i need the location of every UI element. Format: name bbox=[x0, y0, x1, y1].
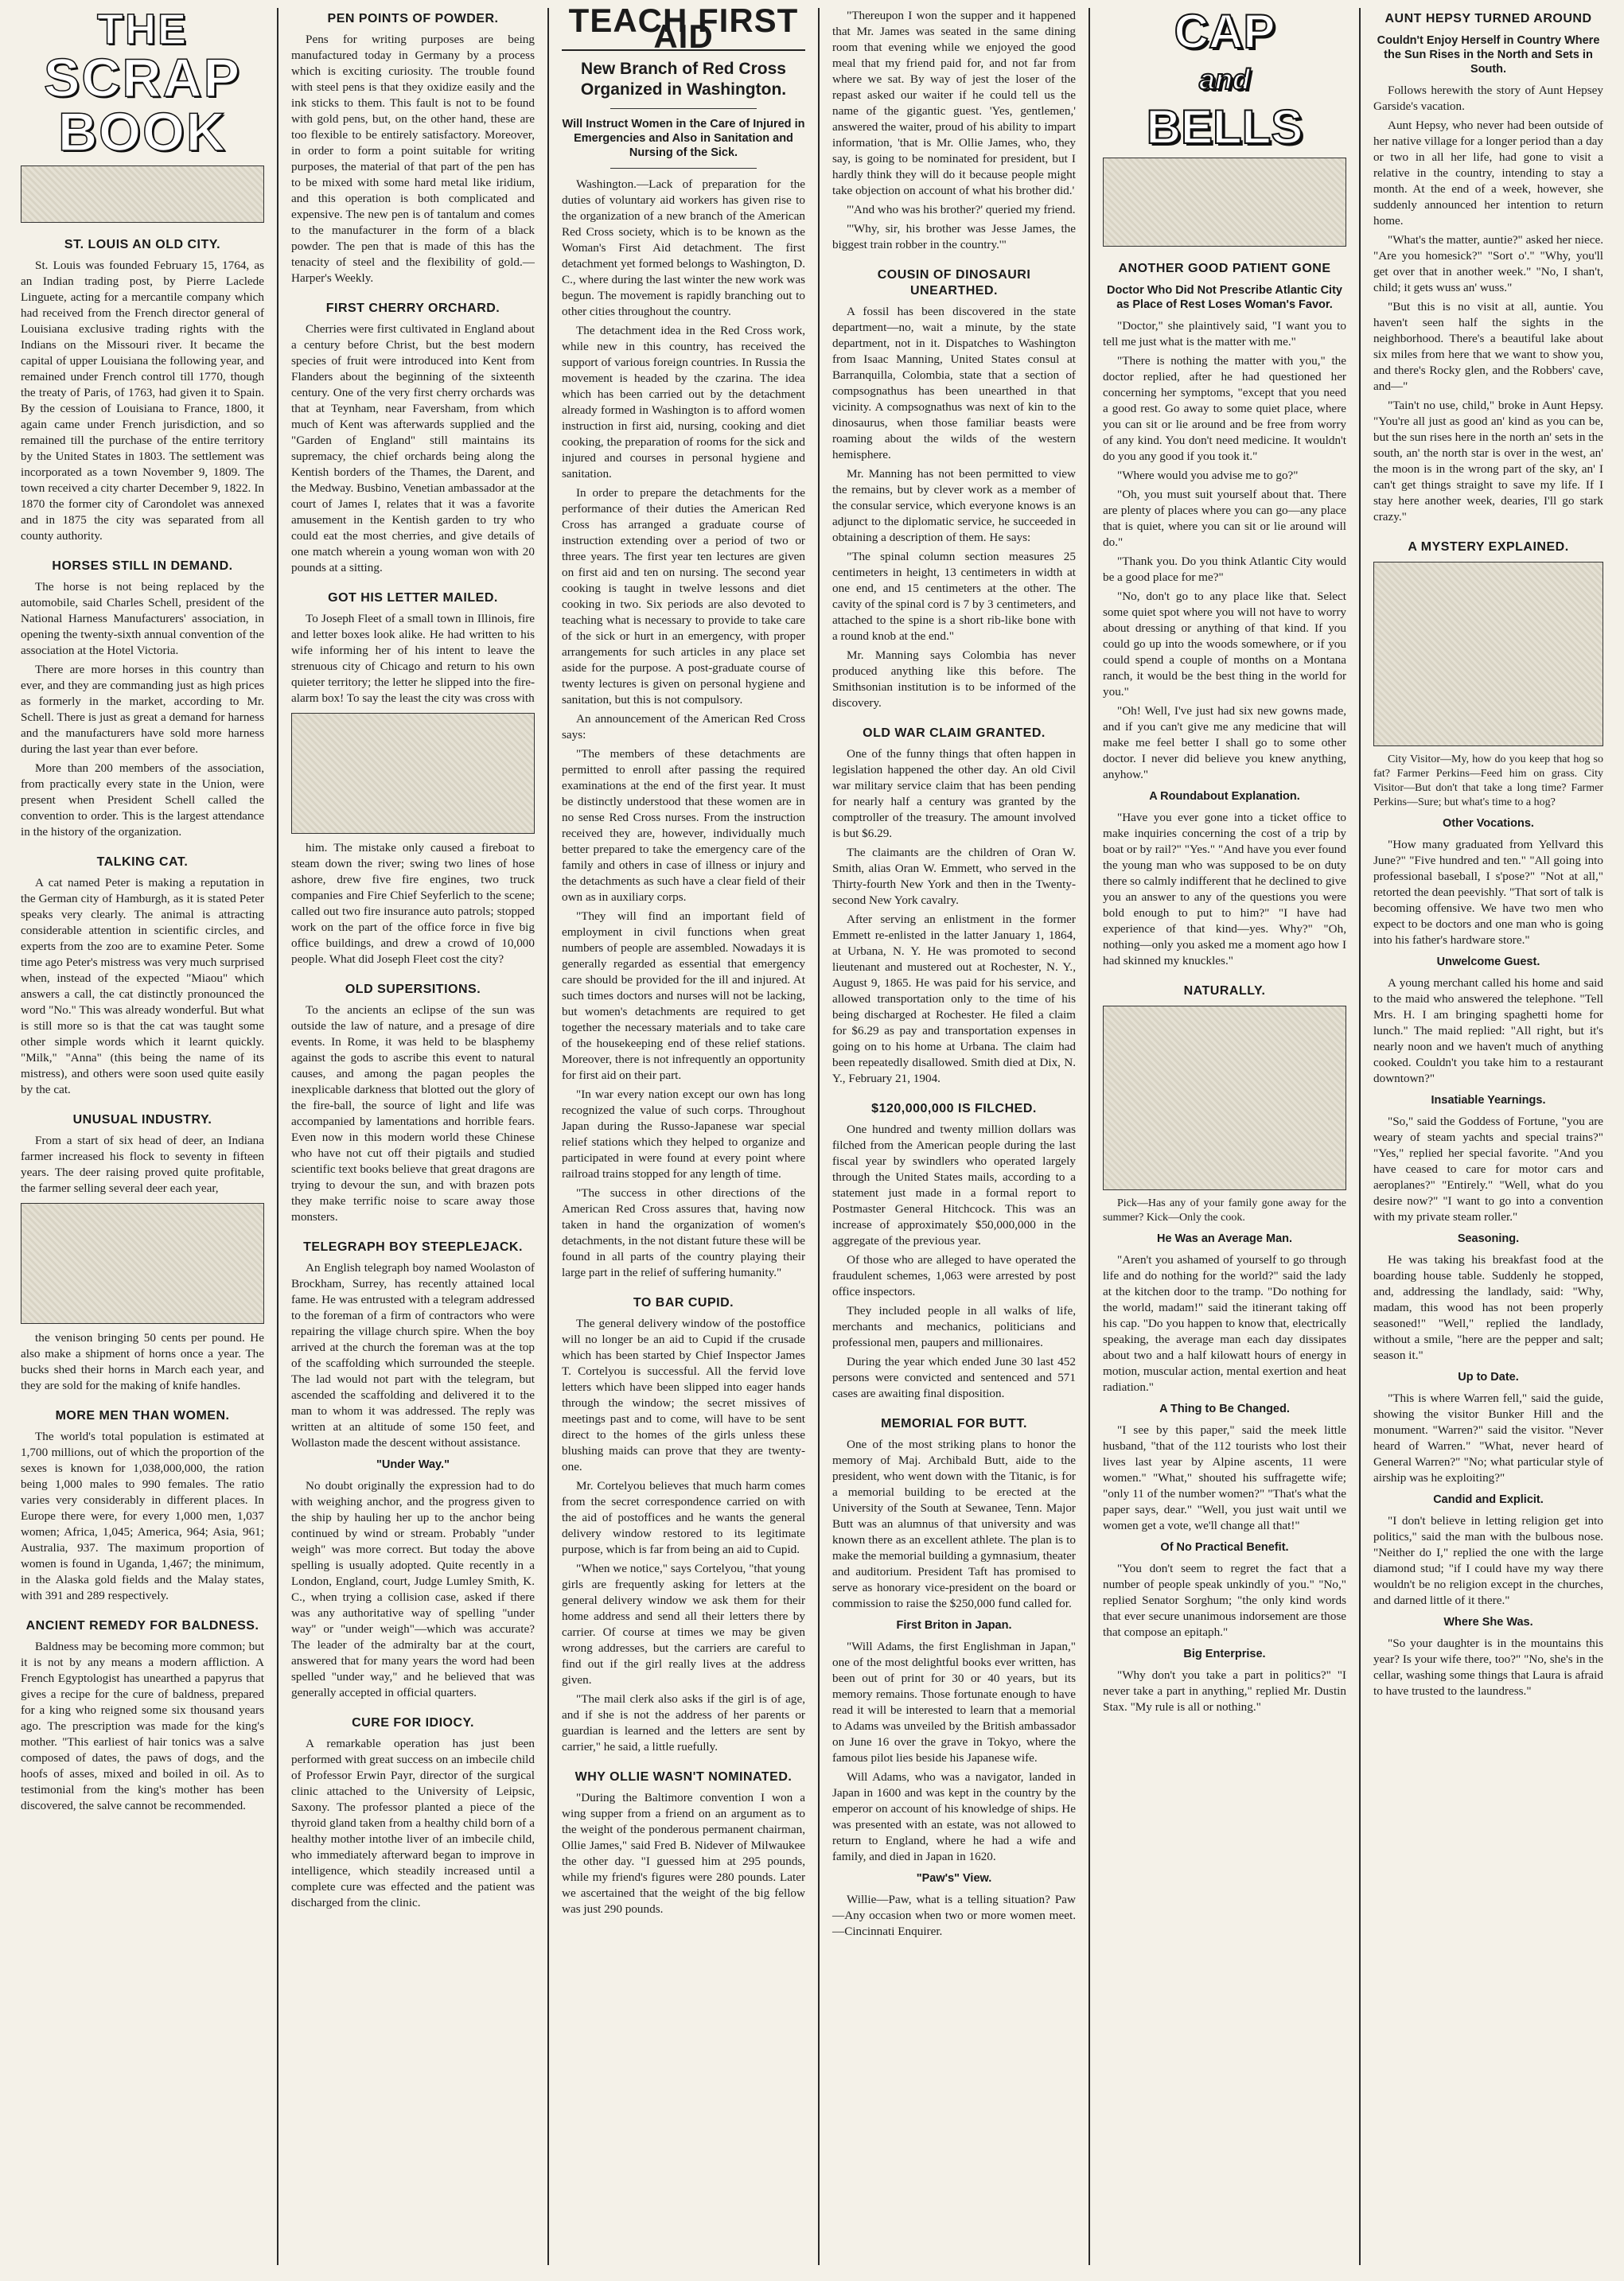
cap-and-bells-masthead bbox=[1103, 8, 1346, 154]
paragraph: One hundred and twenty million dollars was filched from the American people during the last fiscal year by swindlers who operated largely through the United States mails, according to a statement just made in a formal report to Postmaster General Hitchcock. This was an increase of approximately $50,000,000 in the aggregate of the previous year. bbox=[832, 1123, 1076, 1248]
paragraph: "In war every nation except our own has long recognized the value of such corps. Throughout Japan during the Russo-Japanese war special relief stations which they helped to organize and participated in were found at every point where railroad trains stopped for any length of time. bbox=[562, 1088, 805, 1181]
paragraph: "Aren't you ashamed of yourself to go through life and do nothing for the world?" said the lady at the kitchen door to the tramp. "Do nothing for the world, madam!" said the itinerant taking off his cap. "Do you happen to know that, electrically speaking, the average man each day dissipates about two and a half kilowatt hours of energy in motion, muscular action, mental exertion and heat radiation." bbox=[1103, 1253, 1346, 1394]
paragraph: "This is where Warren fell," said the guide, showing the visitor Bunker Hill and the monument. "Warren?" said the visitor. "Never heard of Warren." "What, never heard of General Warren?" "No; what particular style of airship was he exploiting?" bbox=[1373, 1392, 1603, 1485]
article-title: MEMORIAL FOR BUTT. bbox=[881, 1417, 1027, 1430]
paragraph: After serving an enlistment in the former Emmett re-enlisted in the latter January 1, 1864, at Urbana, N. Y. He was promoted to second lieutenant and mustered out at Rochester, N. Y., August 9, 1865. He was paid for his service, and allowed transportation only to the time of his being discharged at Rochester. He filed a claim for $6.29 as pay and transportation expenses in going on to his home at Urbana. The claim had been repeatedly disallowed. Smith died at Dix, N. Y., February 21, 1904. bbox=[832, 913, 1076, 1085]
article-title: TALKING CAT. bbox=[96, 855, 189, 869]
paragraph: No doubt originally the expression had to do with weighing anchor, and the progress given to the ship by hauling her up to the anchor being continued by wind or stream. Probably "under weigh" was more correct. But today the above spelling is usually adopted. Quite recently in a London, England, court, Judge Lumley Smith, K. C., when trying a collision case, asked if there was any authoritative way of spelling "under way" or "under weigh"—which was accurate? The leader of the admiralty bar at the court, answered that for many years the word had been spelled "under way," and he believed that was generally accepted in official quarters. bbox=[291, 1479, 535, 1699]
article-title: Candid and Explicit. bbox=[1433, 1493, 1544, 1506]
paragraph: "Tain't no use, child," broke in Aunt Hepsy. "You're all just as good an' kind as you can be, but the sun rises here in the north an' sets in the south, an' the north star is over in the west, an' the moon is in the wrong part of the sky, an' I can't get things straight to save my life. If I stay here another week, dearies, I'll go stark crazy." bbox=[1373, 399, 1603, 524]
paragraph: "I see by this paper," said the meek little husband, "that of the 112 tourists who lost their lives last year by Alpine ascents, 11 were women." "What," shouted his suffragette wife; "only 11 of the number women?" "That's what the paper says, dear." "Well, you just wait until we women get a vote, we'll change all that!" bbox=[1103, 1423, 1346, 1532]
article-title: WHY OLLIE WASN'T NOMINATED. bbox=[574, 1770, 793, 1784]
article-title: A Roundabout Explanation. bbox=[1149, 790, 1300, 803]
article-title: ANOTHER GOOD PATIENT GONE bbox=[1118, 262, 1331, 275]
article-title: Seasoning. bbox=[1457, 1232, 1520, 1245]
paragraph: Of those who are alleged to have operated the fraudulent schemes, 1,063 were arrested by post office inspectors. bbox=[832, 1253, 1076, 1298]
column-3 bbox=[549, 8, 820, 2265]
article-title: PEN POINTS OF POWDER. bbox=[327, 12, 499, 25]
article-title: OLD SUPERSITIONS. bbox=[345, 983, 481, 996]
paragraph: He was taking his breakfast food at the boarding house table. Suddenly he stopped, and, addressing the landlady, said: "Why, madam, this wood has not been properly seasoned!" "Well," replied the landlady, without a smile, "here are the pepper and salt; season it." bbox=[1373, 1253, 1603, 1362]
masthead-scrap: SCRAP bbox=[43, 48, 242, 108]
paragraph: "Doctor," she plaintively said, "I want you to tell me just what is the matter with me." bbox=[1103, 319, 1346, 348]
article-title: OLD WAR CLAIM GRANTED. bbox=[863, 726, 1046, 740]
paragraph: Baldness may be becoming more common; but it is not by any means a modern affliction. A French Egyptologist has unearthed a papyrus that gives a recipe for the cure of baldness, prepared for a king who reigned some six thousand years ago. The prescription was made for the king's mother. "This earliest of hair tonics was a salve composed of dates, the paws of dogs, and the hoofs of asses, mixed and boiled in oil. As to testimonial from the king's mother has been discovered, the salve cannot be recommended. bbox=[21, 1640, 264, 1812]
paragraph: "So your daughter is in the mountains this year? Is your wife there, too?" "No, she's in the cellar, washing some things that Laura is afraid to have trusted to the laundress." bbox=[1373, 1637, 1603, 1698]
cartoon-caption: Pick—Has any of your family gone away for the summer? Kick—Only the cook. bbox=[1103, 1197, 1346, 1224]
article-title: Insatiable Yearnings. bbox=[1431, 1094, 1546, 1107]
paragraph: "The members of these detachments are permitted to enroll after passing the required examinations at the end of the first year. It must be distinctly understood that these women are in no sense Red Cross nurses. From the instruction received they are, however, individually much better prepared to take the emergency care of the family and others in case of illness or injury and the detachments as such have a clear field of their own as in auxiliary corps. bbox=[562, 747, 805, 904]
article-title: Up to Date. bbox=[1458, 1371, 1519, 1384]
paragraph: During the year which ended June 30 last 452 persons were convicted and sentenced and 571 cases are awaiting final disposition. bbox=[832, 1355, 1076, 1400]
paragraph: "The mail clerk also asks if the girl is of age, and if she is not the address of her parents or guardian is learned and the letters are sent by carrier," he said, a little ruefully. bbox=[562, 1692, 805, 1754]
paragraph: An announcement of the American Red Cross says: bbox=[562, 712, 805, 742]
article-title: NATURALLY. bbox=[1183, 984, 1266, 998]
article-title: First Briton in Japan. bbox=[896, 1619, 1012, 1632]
paragraph: More than 200 members of the association, from practically every state in the Union, were present when President Schell called the convention to order. This is the largest attendance in the history of the organization. bbox=[21, 761, 264, 839]
paragraph: "When we notice," says Cortelyou, "that young girls are frequently asking for letters at the general delivery window we ask them for their home address and send all their letters there by carrier. Of course at times we may be given wrong addresses, but the carriers are careful to find out if the girl really lives at the address given. bbox=[562, 1562, 805, 1687]
column-6 bbox=[1361, 8, 1616, 2265]
paragraph: him. The mistake only caused a fireboat to steam down the river; swing two lines of hose ashore, drew five fire engines, two truck companies and Fire Chief Seyferlich to the scene; called out two fire insurance auto patrols; stopped work on the part of the office force in five big office buildings, and drew a crowd of 10,000 people. What did Joseph Fleet cost the city? bbox=[291, 841, 535, 966]
paragraph: "How many graduated from Yellvard this June?" "Five hundred and ten." "All going into professional baseball, I s'pose?" "Not at all," retorted the dean peevishly. "That sort of talk is becoming offensive. We have two men who expect to be doctors and one man who is going into his father's hardware store." bbox=[1373, 838, 1603, 947]
paragraph: Will Adams, who was a navigator, landed in Japan in 1600 and was kept in the country by the emperor on account of his knowledge of ships. He was presented with an estate, was not allowed to return to England, where he had a wife and family, and died in Japan in 1620. bbox=[832, 1770, 1076, 1863]
cartoon-illustration bbox=[1103, 1006, 1346, 1190]
paragraph: A fossil has been discovered in the state department—no, wait a minute, by the state department, not in it. Dispatches to Washington from Isaac Manning, United States consul at Barranquilla, Colombia, state that a section of compsognathus has been unearthed in that vicinity. A compsognathus was next of kin to the dinosaurus, when those familiar beasts were roaming about the wilds of the western hemisphere. bbox=[832, 305, 1076, 461]
article-title: TELEGRAPH BOY STEEPLEJACK. bbox=[303, 1240, 523, 1254]
paragraph: The world's total population is estimated at 1,700 millions, out of which the proportion of the sexes is known for 1,038,000,000, the ration being 1,000 males to 990 females. The ratio varies very considerably in different places. In Europe there were, for every 1,000 men, 1,037 women; Africa, 1,045; America, 964; Asia, 961; Australia, 937. The maximum proportion of women is found in Uganda, 1,467; the minimum, in the Alaska gold fields and the Malay states, with 391 and 289 respectively. bbox=[21, 1430, 264, 1602]
paragraph: "'Why, sir, his brother was Jesse James, the biggest train robber in the country.'" bbox=[832, 222, 1076, 251]
paragraph: They included people in all walks of life, merchants and mechanics, politicians and professional men, paupers and millionaires. bbox=[832, 1304, 1076, 1349]
paragraph: "The spinal column section measures 25 centimeters in height, 13 centimeters in width at one end, and 15 centimeters at the other. The cavity of the spinal cord is 7 by 3 centimeters, and attached to the spine is a short rib-like bone with a round knob at the end." bbox=[832, 550, 1076, 643]
paragraph: Washington.—Lack of preparation for the duties of voluntary aid workers has given rise to the organization of a new branch of the American Red Cross society, which is to be known as the Woman's First Aid detachment. The first detachment yet formed belongs to Washington, D. C., where during the last winter the new work was begun. The movement is rapidly branching out to other cities throughout the country. bbox=[562, 177, 805, 318]
paragraph: "No, don't go to any place like that. Select some quiet spot where you will not have to worry about dressing or anything of that kind. If you could go up into the woods somewhere, or if you could spend a couple of months on a Montana ranch, it would be the best thing in the world for you." bbox=[1103, 590, 1346, 699]
paragraph: The detachment idea in the Red Cross work, while new in this country, has received the support of various foreign countries. In Russia the movement is headed by the czarina. The idea which has been carried out by the detachment already formed in Washington is to afford women instruction in first aid, nursing, cooking and diet cooking, the preparation of rooms for the sick and injured and courses in personal hygiene and sanitation. bbox=[562, 324, 805, 481]
column-5 bbox=[1090, 8, 1361, 2265]
paragraph: In order to prepare the detachments for the performance of their duties the American Red Cross has arranged a graduate course of instruction extending over a period of two or three years. The first year ten lectures are given on first aid and ten on nursing. The second year cooking is taught in twelve lessons and diet cooking in two. Six periods are also devoted to teaching what is necessary to provide to take care of the sick or hurt in an emergency, with proper arrangements for such articles in any place set aside for the purpose. A post-graduate course of twenty lectures is given on personal hygiene and sanitation, but this is not compulsory. bbox=[562, 486, 805, 706]
paragraph: To Joseph Fleet of a small town in Illinois, fire and letter boxes look alike. He had written to his wife informing her of his intent to leave the strenuous city of Chicago and return to his own quieter territory; the letter he slipped into the fire-alarm box! To say the least the city was cross with bbox=[291, 612, 535, 705]
paragraph: Aunt Hepsy, who never had been outside of her native village for a longer period than a day or two in all her life, had gone to visit a relative in the country, intending to stay a month. At the end of a week, however, she suddenly announced her intention to return home. bbox=[1373, 119, 1603, 228]
masthead-bells: BELLS bbox=[1146, 100, 1303, 154]
paragraph: Mr. Manning says Colombia has never produced anything like this before. The Smithsonian institution is to be informed of the discovery. bbox=[832, 648, 1076, 710]
article-title: Where She Was. bbox=[1443, 1616, 1533, 1629]
jester-illustration bbox=[1103, 158, 1346, 247]
paragraph: Willie—Paw, what is a telling situation? Paw—Any occasion when two or more women meet.—Cincinnati Enquirer. bbox=[832, 1893, 1076, 1938]
paragraph: One of the most striking plans to honor the memory of Maj. Archibald Butt, aide to the president, who went down with the Titanic, is for a memorial building to be erected at the University of the South at Sewanee, Tenn. Major Butt was an alumnus of that university and was known there as an excellent athlete. The plan is to make the memorial building a gymnasium, theater and auditorium. President Taft has promised to serve as honorary vice-president on the board or commission to raise the $250,000 fund called for. bbox=[832, 1438, 1076, 1610]
article-title: TO BAR CUPID. bbox=[633, 1296, 734, 1310]
paragraph: "So," said the Goddess of Fortune, "you are weary of steam yachts and special trains?" "Yes," replied her special favorite. "And you have ceased to care for motor cars and aeroplanes?" "Entirely." "Well, what do you desire now?" "I want to go into a convention with my private steam roller." bbox=[1373, 1115, 1603, 1224]
article-title: ANCIENT REMEDY FOR BALDNESS. bbox=[25, 1619, 259, 1633]
article-title: FIRST CHERRY ORCHARD. bbox=[325, 302, 500, 315]
masthead-and: and bbox=[1198, 63, 1250, 95]
hog-cartoon-illustration bbox=[1373, 562, 1603, 746]
paragraph: The horse is not being replaced by the automobile, said Charles Schell, president of the National Harness Manufacturers' association, in opening the twenty-sixth annual convention of the association at the Hotel Victoria. bbox=[21, 580, 264, 657]
paragraph: To the ancients an eclipse of the sun was outside the law of nature, and a presage of dire events. In Rome, it was held to be blasphemy against the gods to ascribe this event to natural causes, and among the pagan peoples the inexplicable darkness that blotted out the glory of the fire-ball, the source of light and life was accompanied by lamentations and horrible fears. Even now in this modern world these Chinese who have not cut off their pigtails and studied scientific text books believe that great dragons are trying to devour the sun, and with brazen pots they make terrific noise to scare away those monsters. bbox=[291, 1003, 535, 1224]
divider bbox=[610, 108, 757, 109]
article-title: CURE FOR IDIOCY. bbox=[352, 1716, 474, 1730]
article-title: He Was an Average Man. bbox=[1156, 1232, 1293, 1245]
deer-illustration bbox=[21, 1203, 264, 1324]
paragraph: "'And who was his brother?' queried my friend. bbox=[847, 203, 1076, 216]
article-title: Big Enterprise. bbox=[1183, 1648, 1266, 1660]
article-title: MORE MEN THAN WOMEN. bbox=[55, 1409, 230, 1423]
paragraph: "The success in other directions of the American Red Cross assures that, having now taken in hand the organization of women's detachments, in the not distant future these will be found in all parts of the country playing their large part in the relief of suffering humanity." bbox=[562, 1186, 805, 1279]
paragraph: One of the funny things that often happen in legislation happened the other day. An old Civil war military service claim that has been pending for nearly half a century was granted by the comptroller of the treasury. The amount involved is but $6.29. bbox=[832, 747, 1076, 840]
article-title: ST. LOUIS AN OLD CITY. bbox=[64, 238, 221, 251]
paragraph: "Where would you advise me to go?" bbox=[1117, 469, 1299, 482]
article-title: "Paw's" View. bbox=[916, 1872, 992, 1885]
paragraph: "Why don't you take a part in politics?" "I never take a part in anything," replied Mr. Dustin Stax. "My rule is all or nothing." bbox=[1103, 1668, 1346, 1714]
open-book-illustration bbox=[21, 165, 264, 223]
article-title: Other Vocations. bbox=[1443, 817, 1534, 830]
paragraph: "There is nothing the matter with you," the doctor replied, after he had questioned her concerning her symptoms, "except that you need a good rest. Go away to some quiet place, where you can sit or lie around and be free from worry of any kind. You don't need medicine. It wouldn't do you any good if you took it." bbox=[1103, 354, 1346, 463]
article-title: Unwelcome Guest. bbox=[1436, 956, 1540, 968]
paragraph: A young merchant called his home and said to the maid who answered the telephone. "Tell Mrs. H. I am bringing spaghetti home for lunch." The maid replied: "All right, but it's nearly noon and we haven't much of anything cooked. Couldn't you take him to a restaurant downtown?" bbox=[1373, 976, 1603, 1085]
masthead-book: BOOK bbox=[58, 102, 227, 162]
paragraph: From a start of six head of deer, an Indiana farmer increased his flock to seventy in fifteen years. The deer raising proved quite profitable, the farmer selling several deer each year, bbox=[21, 1134, 264, 1195]
paragraph: A cat named Peter is making a reputation in the German city of Hamburgh, as it is stated Peter speaks very clearly. The animal is attracting considerable attention in scientific circles, and experts from the zoo are to examine Peter. Some time ago Peter's mistress was very much surprised when, instead of the expected "Miaou" which answers a call, the cat distinctly pronounced the word "No." This was already wonderful. But what is still more so is that the cat was taught some other simple words which it learnt quickly. "Milk," "Anna" (this being the name of its mistress), and others were soon used quite easily by the cat. bbox=[21, 876, 264, 1096]
paragraph: Mr. Cortelyou believes that much harm comes from the secret correspondence carried on with the aid of postoffices and he wants the general delivery window restored to its legitimate purpose, which is far from being an aid to Cupid. bbox=[562, 1479, 805, 1556]
paragraph: "They will find an important field of employment in civil functions when great numbers of people are assembled. Nowadays it is generally regarded as essential that emergency care should be provided for the ill and injured. At such times doctors and nurses will not be lacking, but women's detachments are required to get together the necessary materials and to take care of the housekeeping end of these relief stations. Moreover, there is not infrequently an opportunity for first aid on their part. bbox=[562, 909, 805, 1082]
paragraph: An English telegraph boy named Woolaston of Brockham, Surrey, has recently attained local fame. He was entrusted with a telegram addressed to the foreman of a firm of contractors who were repairing the village church spire. When the boy arrived at the church the foreman was at the top of the scaffolding which surrounded the steeple. The lad would not part with the telegram, but ascended the scaffolding and delivered it to the man to whom it was addressed. The reply was written at an altitude of some 150 feet, and Wollaston made the descent without assistance. bbox=[291, 1261, 535, 1450]
divider bbox=[610, 168, 757, 169]
paragraph: Mr. Manning has not been permitted to view the remains, but by clever work as a member of the consular service, which everyone knows is an adjunct to the diplomatic service, he succeeded in obtaining a description of them. He says: bbox=[832, 467, 1076, 544]
deck: Couldn't Enjoy Herself in Country Where the Sun Rises in the North and Sets in South. bbox=[1377, 34, 1600, 76]
scrap-book-masthead bbox=[21, 8, 264, 162]
paragraph: Cherries were first cultivated in England about a century before Christ, but the best modern species of fruit were introduced into Kent from Flanders about the beginning of the sixteenth century. One of the very first cherry orchards was that at Teynham, near Faversham, from which much of Kent was afterwards supplied and the "Garden of England" still maintains its supremacy, the chief orchards being along the Kentish borders of the Thames, the Darent, and the Medway. Busbino, Venetian ambassador at the court of James I, relates that it was a favorite amusement in the Kentish garden to try who could eat the most cherries, and give details of one match wherein a young woman won with 20 pounds at a sitting. bbox=[291, 322, 535, 574]
paragraph: "Will Adams, the first Englishman in Japan," one of the most delightful books ever written, has been out of print for 30 or 40 years, but its memory remains. Those fortunate enough to have read it will be interested to learn that a memorial to Adams was unveiled by the British ambassador on June 16 over the grave in Tokyo, where the famous pilot lies beside his Japanese wife. bbox=[832, 1640, 1076, 1765]
paragraph: There are more horses in this country than ever, and they are commanding just as high prices as formerly in the market, according to Mr. Schell. There is just as great a demand for harness and the manufacturers have sold more harness during the last year than ever before. bbox=[21, 663, 264, 756]
article-title: $120,000,000 IS FILCHED. bbox=[871, 1102, 1037, 1115]
paragraph: A remarkable operation has just been performed with great success on an imbecile child of Professor Erwin Payr, director of the surgical clinic attached to the University of Leipsic, Saxony. The professor planted a piece of the thyroid gland taken from a healthy child born of a healthy mother intothe liver of an imbecile child, who immediately afterward began to improve in intelligence, which steadily increased until a complete cure was effected and the patient was discharged from the clinic. bbox=[291, 1737, 535, 1909]
paragraph: "Have you ever gone into a ticket office to make inquiries concerning the cost of a trip by boat or by rail?" "Yes." "And have you ever found the young man who was supposed to be on duty there so calmly indifferent that he declined to give you an answer to any of the questions you were bold enough to put to him?" "I have had experience of that kind—yes. Why?" "Oh, nothing—only you asked me a moment ago how I had skinned my knuckles." bbox=[1103, 811, 1346, 967]
paragraph: The claimants are the children of Oran W. Smith, alias Oran W. Emmett, who served in the Thirty-fourth New York and then in the Twenty-second New York cavalry. bbox=[832, 846, 1076, 907]
article-title: GOT HIS LETTER MAILED. bbox=[328, 591, 498, 605]
article-title: "Under Way." bbox=[376, 1458, 450, 1471]
paragraph: St. Louis was founded February 15, 1764, as an Indian trading post, by Pierre Laclede Linguete, acting for a mercantile company which had received from the French director general of Louisiana exclusive trading rights with the Indians on the Missouri river. It became the capital of upper Louisiana the following year, and remained under French control till 1770, though the treaty of Paris, of 1763, had given it to Spain. By the cession of Louisiana to France, 1800, it again came under French jurisdiction, and so remained till the purchase of the entire territory by the United States in 1803. The settlement was incorporated as a town November 9, 1809. The town received a city charter December 9, 1822. In 1870 the former city of Carondolet was annexed and in 1875 the city was separated from all county authority. bbox=[21, 259, 264, 543]
article-title: UNUSUAL INDUSTRY. bbox=[72, 1113, 212, 1127]
paragraph: "During the Baltimore convention I won a wing supper from a friend on an argument as to the weight of the ponderous permanent chairman, Ollie James," said Fred B. Nidever of Milwaukee the other day. "I guessed him at 295 pounds, while my friend's figures were 280 pounds. Later we ascertained that the weight of the big fellow was just 290 pounds. bbox=[562, 1791, 805, 1916]
article-title: HORSES STILL IN DEMAND. bbox=[52, 559, 233, 573]
headline: TEACH FIRST AID bbox=[562, 13, 805, 51]
paragraph: "You don't seem to regret the fact that a number of people speak unkindly of you." "No," replied Senator Sorghum; "the only kind words that ever secure unanimous indorsement are those that compose an epitaph." bbox=[1103, 1562, 1346, 1639]
column-2 bbox=[278, 8, 549, 2265]
paragraph: Pens for writing purposes are being manufactured today in Germany by a process which is exciting curiosity. The trouble found with steel pens is that they oxidize easily and the ink sticks to them. This fault is not to be found with gold pens, but, on the other hand, these are too flexible to be entirely satisfactory. Moreover, in order to form a point suitable for writing purposes, the material of that part of the pen has to be mixed with some hard metal like iridium, and this operation is both complicated and expensive. The new pen is of tantalum and comes to the manufacturer in the form of a black powder. The pen that is made of this has the tenacity of steel and the flexibility of gold.—Harper's Weekly. bbox=[291, 33, 535, 285]
paragraph: Follows herewith the story of Aunt Hepsey Garside's vacation. bbox=[1373, 84, 1603, 113]
masthead-cap: CAP bbox=[1174, 8, 1275, 58]
article-title: A MYSTERY EXPLAINED. bbox=[1408, 540, 1569, 554]
fire-alarm-illustration bbox=[291, 713, 535, 834]
deck: Will Instruct Women in the Care of Injured in Emergencies and Also in Sanitation and Nursing of the Sick. bbox=[562, 118, 805, 159]
newspaper-page bbox=[8, 8, 1616, 2265]
column-4 bbox=[820, 8, 1090, 2265]
article-title: A Thing to Be Changed. bbox=[1159, 1403, 1290, 1415]
article-title: COUSIN OF DINOSAURI UNEARTHED. bbox=[877, 268, 1031, 298]
paragraph: "But this is no visit at all, auntie. You haven't seen half the sights in the neighborhood. There's a beautiful lake about six miles from here that we want to show you, and there's Rocky glen, and the Robbers' cave, and—" bbox=[1373, 300, 1603, 393]
paragraph: The general delivery window of the postoffice will no longer be an aid to Cupid if the crusade which has been started by Chief Inspector James T. Cortelyou is successful. All the fervid love letters which have been slipped into eager hands through the window; the secret missives of meetings past and to come, will have to be sent direct to the homes of the girls unless these blushing maids can prove that they are twenty-one. bbox=[562, 1317, 805, 1473]
article-title: AUNT HEPSY TURNED AROUND bbox=[1384, 12, 1592, 25]
paragraph: "I don't believe in letting religion get into politics," said the man with the bulbous nose. "Neither do I," replied the one with the large diamond stud; "if I could have my way there wouldn't be no religion except in the churches, and darned little of it there." bbox=[1373, 1514, 1603, 1607]
paragraph: "Thereupon I won the supper and it happened that Mr. James was seated in the same dining room that evening while we enjoyed the good meal that my friend paid for, and not far from where we sat. By way of jest the loser of the repast asked our waiter if he could tell us the name of the gigantic guest. 'Yes, gentlemen,' answered the waiter, proud of his ability to impart information, 'that is Mr. Ollie James, who, they say, is going to be nominated for president, but I hardly think they will do it because people might take objection on account of what his brother did.' bbox=[832, 9, 1076, 197]
cartoon-caption: City Visitor—My, how do you keep that hog so fat? Farmer Perkins—Feed him on grass. City Visitor—But don't that take a long time? Farmer Perkins—Sure; but what's time to a hog? bbox=[1373, 753, 1603, 808]
paragraph: "Oh, you must suit yourself about that. There are plenty of places where you can go—any place that is quiet, where you can sit or lie around will do." bbox=[1103, 488, 1346, 549]
masthead-the: THE bbox=[97, 8, 188, 53]
article-title: Of No Practical Benefit. bbox=[1160, 1541, 1289, 1554]
paragraph: the venison bringing 50 cents per pound. He also make a shipment of horns once a year. The bucks shed their horns in March each year, and they are sold for the making of knife handles. bbox=[21, 1331, 264, 1392]
deck: Doctor Who Did Not Prescribe Atlantic City as Place of Rest Loses Woman's Favor. bbox=[1107, 284, 1342, 311]
paragraph: "What's the matter, auntie?" asked her niece. "Are you homesick?" "Sort o'." "Why, you'll get over that in another week." "No, I shan't, child; it gets wuss an' wuss." bbox=[1373, 233, 1603, 294]
paragraph: "Thank you. Do you think Atlantic City would be a good place for me?" bbox=[1103, 555, 1346, 584]
deck: New Branch of Red Cross Organized in Washington. bbox=[580, 60, 787, 99]
paragraph: "Oh! Well, I've just had six new gowns made, and if you can't give me any medicine that will make me feel better I shall go to some other doctor. I never did believe you knew anything, anyhow." bbox=[1103, 704, 1346, 781]
column-1 bbox=[8, 8, 278, 2265]
